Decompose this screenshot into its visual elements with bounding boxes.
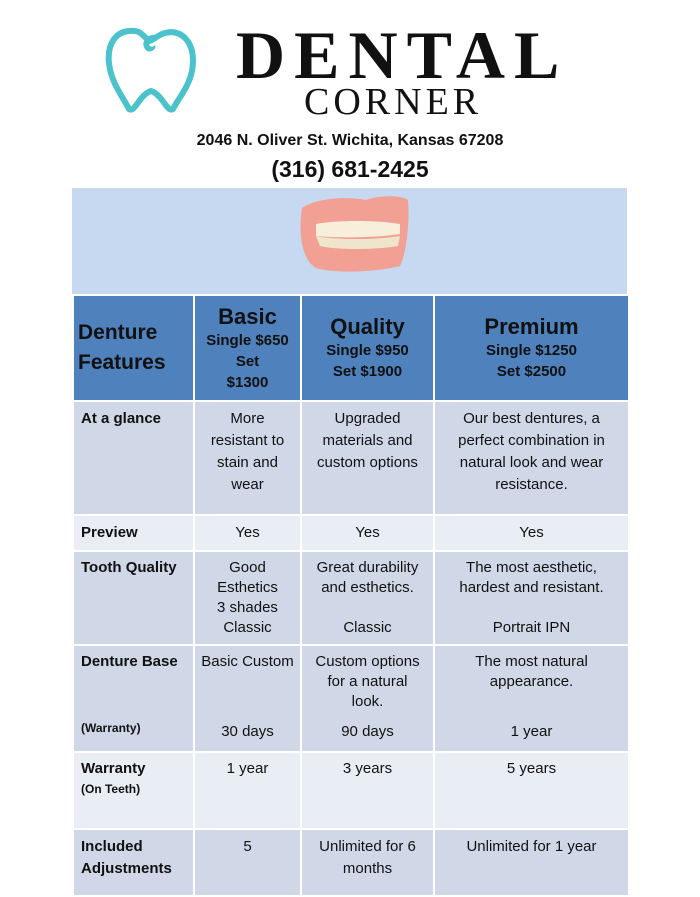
cell: Our best dentures, a perfect combination in natural look and wear resistance. (434, 401, 629, 515)
row-label: At a glance (73, 401, 194, 515)
table-row (73, 401, 629, 515)
cell-text: Basic Custom (201, 653, 294, 670)
cell: More resistant to stain and wear (194, 401, 301, 515)
address: 2046 N. Oliver St. Wichita, Kansas 67208 (196, 132, 504, 149)
cell-text: Custom options for a natural look. (315, 653, 420, 710)
brand-subtitle: CORNER (304, 81, 483, 123)
cell-warranty: 30 days (221, 723, 274, 740)
cell: Yes (194, 515, 301, 551)
cell: The most aesthetic, hardest and resistant. Portrait IPN (434, 551, 629, 645)
table-row (73, 551, 629, 645)
denture-comparison-table (72, 294, 630, 897)
brand-title: DENTAL (236, 17, 569, 93)
cell: Great durability and esthetics. Classic (301, 551, 434, 645)
cell: 5 years (434, 752, 629, 829)
header-quality (301, 295, 434, 401)
row-label: Tooth Quality (73, 551, 194, 645)
table-row (73, 645, 629, 752)
phone-number: (316) 681-2425 (271, 156, 429, 182)
cell: Yes (301, 515, 434, 551)
table-row (73, 515, 629, 551)
row-label (73, 752, 194, 829)
plan-name: Premium (484, 314, 579, 339)
table-header-row (73, 295, 629, 401)
cell: Yes (434, 515, 629, 551)
row-label (73, 645, 194, 752)
tooth-logo-icon (105, 25, 197, 117)
cell: Unlimited for 6 months (301, 829, 434, 896)
cell (301, 645, 434, 752)
row-label: Preview (73, 515, 194, 551)
cell: Unlimited for 1 year (434, 829, 629, 896)
cell-text: The most natural appearance. (475, 653, 588, 690)
cell: Upgraded materials and custom options (301, 401, 434, 515)
plan-price: Single $1250 Set $2500 (486, 342, 577, 380)
table-row (73, 752, 629, 829)
row-label-text: Denture Base (81, 653, 178, 670)
cell: Good Esthetics 3 shades Classic (194, 551, 301, 645)
plan-price: Single $950 Set $1900 (326, 342, 409, 380)
cell: 5 (194, 829, 301, 896)
header-premium (434, 295, 629, 401)
header-features: Denture Features (73, 295, 194, 401)
image-banner (72, 188, 627, 294)
denture-image (296, 194, 412, 274)
plan-name: Quality (330, 314, 405, 339)
cell-warranty: 1 year (510, 723, 553, 740)
row-sublabel: (Warranty) (81, 721, 141, 735)
row-label: Included Adjustments (73, 829, 194, 896)
cell-warranty: 90 days (341, 723, 394, 740)
cell (194, 645, 301, 752)
plan-name: Basic (218, 303, 277, 329)
header-basic (194, 295, 301, 401)
plan-price: Single $650 Set $1300 (206, 331, 289, 391)
cell: 1 year (194, 752, 301, 829)
row-sublabel: (On Teeth) (81, 782, 141, 796)
cell (434, 645, 629, 752)
table-row (73, 829, 629, 896)
cell: 3 years (301, 752, 434, 829)
row-label-text: Warranty (81, 760, 146, 777)
